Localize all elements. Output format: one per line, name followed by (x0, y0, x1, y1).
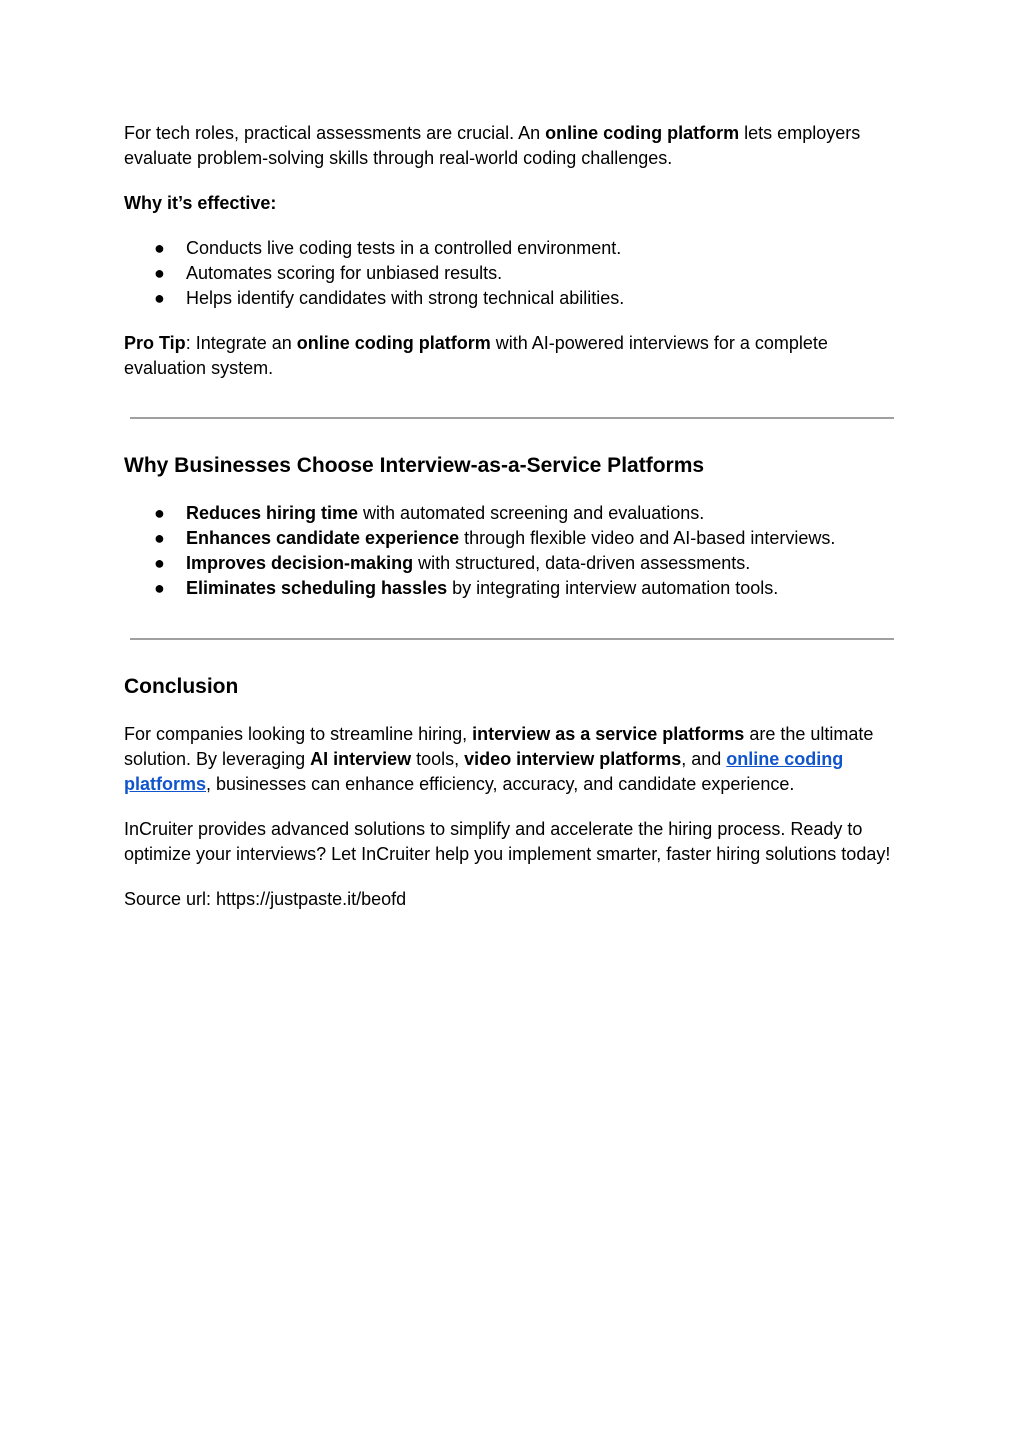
intro-text-2: lets employers evaluate problem-solving skills through real-world coding challenges. (124, 123, 861, 168)
list-item (124, 576, 904, 601)
list-item-text: with structured, data-driven assessments. (413, 553, 751, 573)
conclusion-paragraph (124, 722, 904, 797)
bullet-icon: ● (154, 553, 165, 573)
conclusion-bold-1: interview as a service platforms (472, 724, 745, 744)
document-page (124, 121, 904, 932)
list-item (124, 261, 904, 286)
pro-tip-text-1: : Integrate an (185, 333, 297, 353)
pro-tip-text-2: with AI-powered interviews for a complete evaluation system. (124, 333, 828, 378)
conclusion-text-3: tools, (411, 749, 465, 769)
conclusion-text-1: For companies looking to streamline hiring, (124, 724, 473, 744)
list-item (124, 551, 904, 576)
bullet-icon: ● (154, 238, 165, 258)
bullet-icon: ● (154, 503, 165, 523)
conclusion-text-4: , and (681, 749, 727, 769)
divider (130, 417, 894, 419)
intro-bold-term: online coding platform (545, 123, 740, 143)
list-item-text: with automated screening and evaluations. (358, 503, 705, 523)
bullet-icon: ● (154, 263, 165, 283)
pro-tip-label: Pro Tip (124, 333, 186, 353)
conclusion-text-2: are the ultimate solution. By leveraging (124, 724, 874, 769)
conclusion-text-5: , businesses can enhance efficiency, accuracy, and candidate experience. (206, 774, 795, 794)
source-url: Source url: https://justpaste.it/beofd (124, 889, 407, 909)
list-item-bold: Improves decision-making (186, 553, 414, 573)
incruiter-paragraph: InCruiter provides advanced solutions to simplify and accelerate the hiring process. Ready to optimize your interviews? Let InCruiter help you implement smarter, faster hiring solutions today! (124, 819, 891, 864)
why-effective-heading: Why it’s effective: (124, 193, 277, 213)
businesses-heading: Why Businesses Choose Interview-as-a-Service Platforms (124, 454, 705, 477)
businesses-list (124, 501, 904, 601)
list-item (124, 236, 904, 261)
list-item-text: Conducts live coding tests in a controlled environment. (186, 238, 622, 258)
list-item-text: Automates scoring for unbiased results. (186, 263, 503, 283)
intro-text-1: For tech roles, practical assessments are crucial. An (124, 123, 546, 143)
list-item-bold: Enhances candidate experience (186, 528, 460, 548)
bullet-icon: ● (154, 578, 165, 598)
online-coding-platforms-link[interactable]: online coding platforms (124, 749, 844, 794)
list-item-text: by integrating interview automation tools. (447, 578, 779, 598)
conclusion-bold-3: video interview platforms (464, 749, 682, 769)
list-item (124, 501, 904, 526)
conclusion-bold-2: AI interview (310, 749, 412, 769)
intro-paragraph (124, 121, 904, 171)
list-item-text: Helps identify candidates with strong technical abilities. (186, 288, 625, 308)
conclusion-heading: Conclusion (124, 675, 239, 698)
bullet-icon: ● (154, 288, 165, 308)
list-item-bold: Reduces hiring time (186, 503, 359, 523)
bullet-icon: ● (154, 528, 165, 548)
list-item (124, 526, 904, 551)
pro-tip-bold-term: online coding platform (296, 333, 491, 353)
pro-tip-paragraph (124, 331, 904, 381)
list-item (124, 286, 904, 311)
divider (130, 638, 894, 640)
list-item-text: through flexible video and AI-based interviews. (459, 528, 836, 548)
why-effective-list (124, 236, 904, 311)
list-item-bold: Eliminates scheduling hassles (186, 578, 448, 598)
